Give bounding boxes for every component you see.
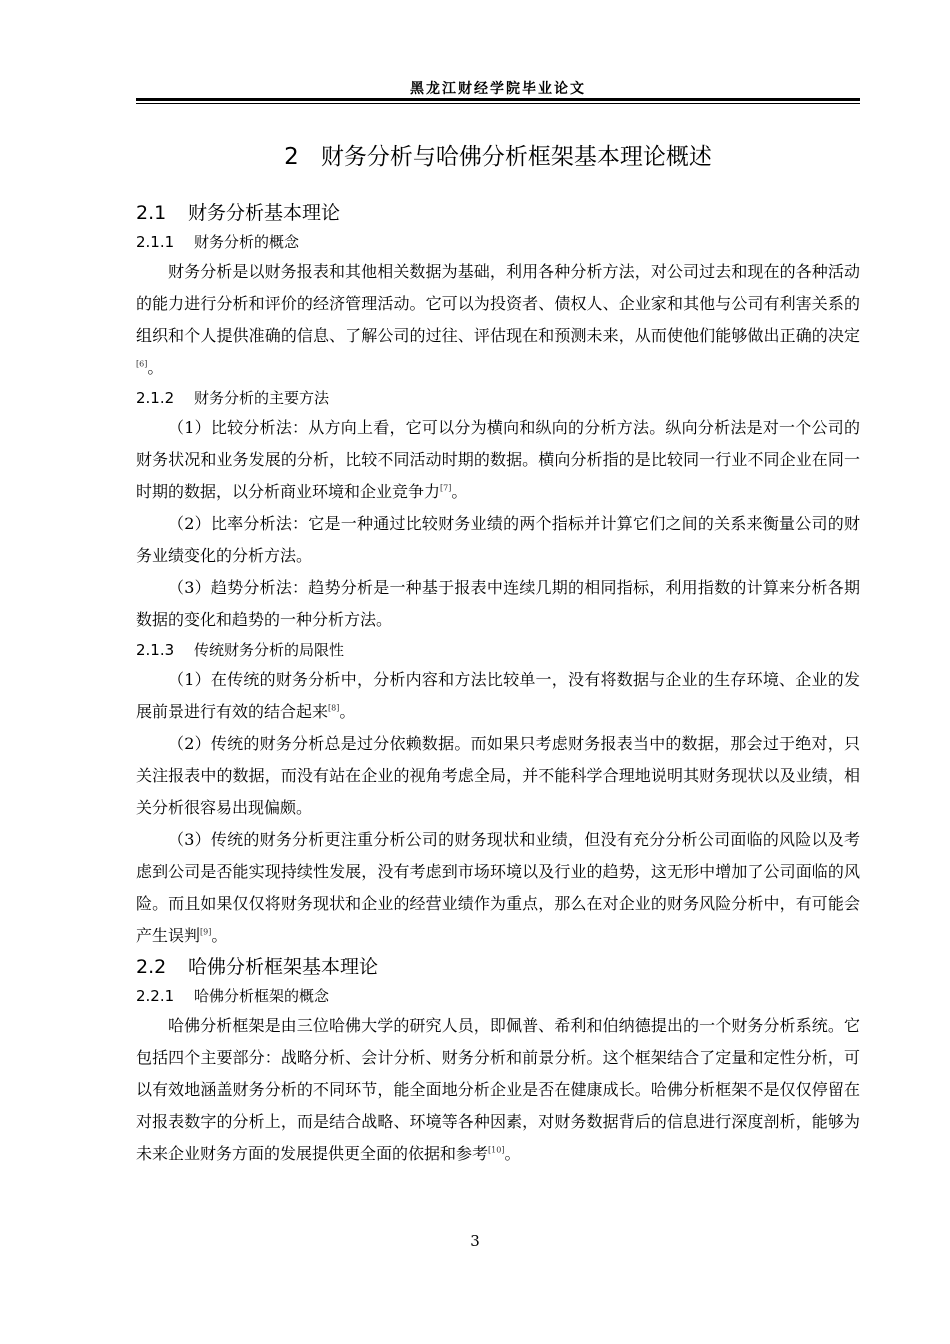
citation-ref: [7] xyxy=(440,483,452,493)
section-heading-2-2 xyxy=(136,952,860,982)
subsection-title: 传统财务分析的局限性 xyxy=(194,641,345,659)
chapter-title-text: 财务分析与哈佛分析框架基本理论概述 xyxy=(320,144,712,170)
subsection-title: 哈佛分析框架的概念 xyxy=(194,987,330,1005)
page-body xyxy=(136,140,860,1170)
section-number: 2.1 xyxy=(136,202,167,224)
chapter-title xyxy=(136,140,860,174)
section-number: 2.2 xyxy=(136,956,167,978)
running-header: 黑龙江财经学院毕业论文 xyxy=(410,81,586,97)
paragraph: 财务分析是以财务报表和其他相关数据为基础，利用各种分析方法，对公司过去和现在的各种活动的能力进行分析和评价的经济管理活动。它可以为投资者、债权人、企业家和其他与公司有利害关系的组织和个人提供准确的信息、了解公司的过往、评估现在和预测未来，从而使他们能够做出正确的决定[6]。 xyxy=(136,262,860,377)
section-title: 哈佛分析框架基本理论 xyxy=(188,956,379,978)
subsection-number: 2.1.3 xyxy=(136,641,175,659)
paragraph: 哈佛分析框架是由三位哈佛大学的研究人员，即佩普、希利和伯纳德提出的一个财务分析系统。它包括四个主要部分：战略分析、会计分析、财务分析和前景分析。这个框架结合了定量和定性分析，可以有效地涵盖财务分析的不同环节，能全面地分析企业是否在健康成长。哈佛分析框架不是仅仅停留在对报表数字的分析上，而是结合战略、环境等各种因素，对财务数据背后的信息进行深度剖析，能够为未来企业财务方面的发展提供更全面的依据和参考[10]。 xyxy=(136,1016,860,1163)
paragraph: （3）趋势分析法：趋势分析是一种基于报表中连续几期的相同指标，利用指数的计算来分析各期数据的变化和趋势的一种分析方法。 xyxy=(136,578,860,629)
subsection-heading-2-1-3 xyxy=(136,636,860,664)
header-rule-thick xyxy=(136,98,860,101)
subsection-title: 财务分析的主要方法 xyxy=(194,389,330,407)
subsection-number: 2.1.1 xyxy=(136,233,175,251)
paragraph: （3）传统的财务分析更注重分析公司的财务现状和业绩，但没有充分分析公司面临的风险以及考虑到公司是否能实现持续性发展，没有考虑到市场环境以及行业的趋势，这无形中增加了公司面临的风险。而且如果仅仅将财务现状和企业的经营业绩作为重点，那么在对企业的财务风险分析中，有可能会产生误判[9]。 xyxy=(136,830,860,945)
subsection-heading-2-1-1 xyxy=(136,228,860,256)
subsection-heading-2-1-2 xyxy=(136,384,860,412)
paragraph: （1）比较分析法：从方向上看，它可以分为横向和纵向的分析方法。纵向分析法是对一个公司的财务状况和业务发展的分析，比较不同活动时期的数据。横向分析指的是比较同一行业不同企业在同一时期的数据，以分析商业环境和企业竞争力[7]。 xyxy=(136,418,860,501)
subsection-number: 2.1.2 xyxy=(136,389,175,407)
header-rule-thin xyxy=(136,103,860,104)
subsection-number: 2.2.1 xyxy=(136,987,175,1005)
section-title: 财务分析基本理论 xyxy=(188,202,341,224)
citation-ref: [6] xyxy=(136,359,148,369)
section-heading-2-1 xyxy=(136,198,860,228)
citation-ref: [9] xyxy=(200,927,212,937)
subsection-heading-2-2-1 xyxy=(136,982,860,1010)
subsection-title: 财务分析的概念 xyxy=(194,233,300,251)
citation-ref: [10] xyxy=(488,1145,505,1155)
citation-ref: [8] xyxy=(328,703,340,713)
page-number: 3 xyxy=(470,1232,480,1250)
paragraph: （2）比率分析法：它是一种通过比较财务业绩的两个指标并计算它们之间的关系来衡量公司的财务业绩变化的分析方法。 xyxy=(136,514,860,565)
chapter-number: 2 xyxy=(284,144,299,170)
paragraph: （2）传统的财务分析总是过分依赖数据。而如果只考虑财务报表当中的数据，那会过于绝对，只关注报表中的数据，而没有站在企业的视角考虑全局，并不能科学合理地说明其财务现状以及业绩，相关分析很容易出现偏颇。 xyxy=(136,734,860,817)
paragraph: （1）在传统的财务分析中，分析内容和方法比较单一，没有将数据与企业的生存环境、企业的发展前景进行有效的结合起来[8]。 xyxy=(136,670,860,721)
